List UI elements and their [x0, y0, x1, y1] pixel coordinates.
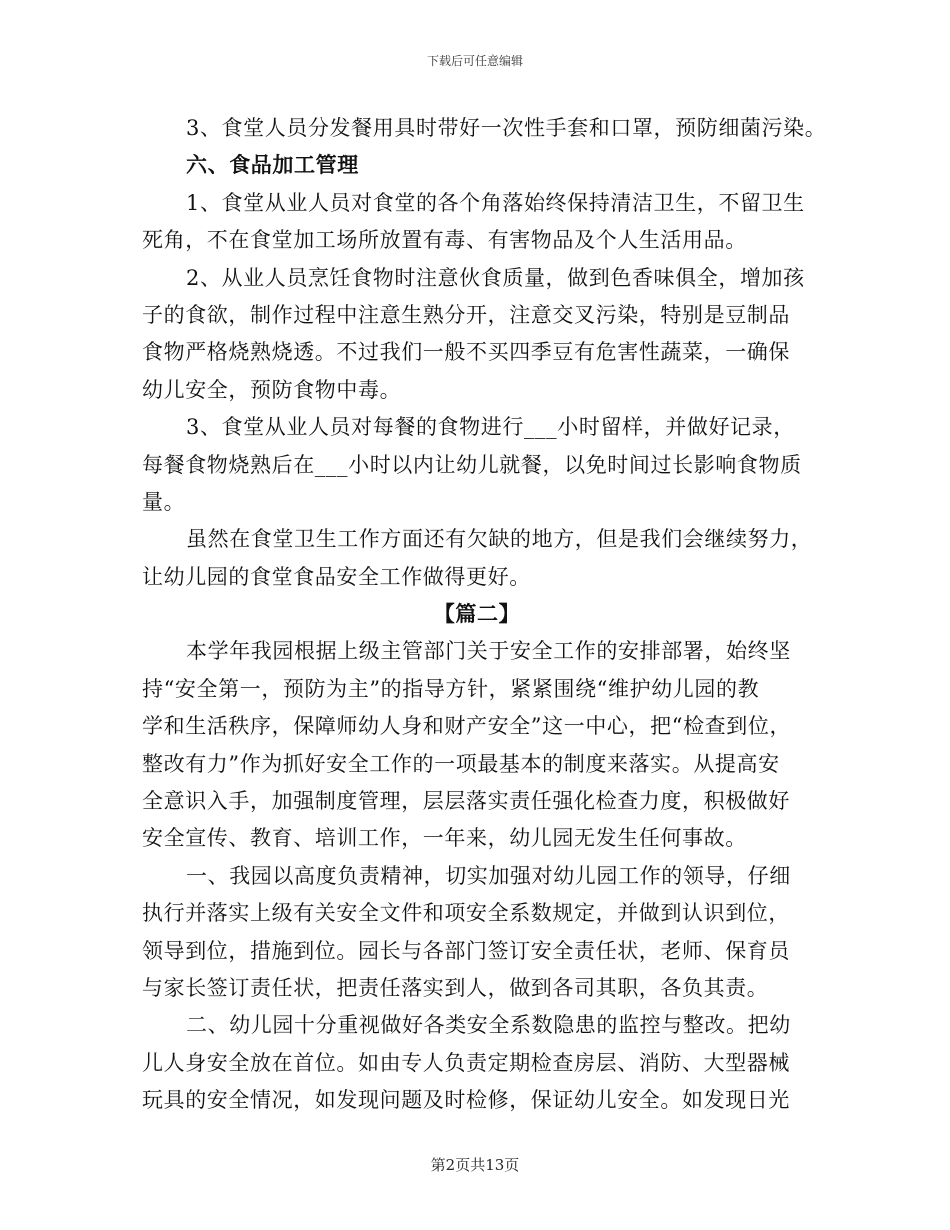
- paragraph-line: 3、食堂人员分发餐用具时带好一次性手套和口罩，预防细菌污染。: [186, 116, 827, 140]
- paragraph-line: 玩具的安全情况，如发现问题及时检修，保证幼儿安全。如发现日光: [142, 1088, 790, 1113]
- paragraph-line: 食物严格烧熟烧透。不过我们一般不买四季豆有危害性蔬菜，一确保: [142, 340, 790, 365]
- paragraph-line: 让幼儿园的食堂食品安全工作做得更好。: [142, 564, 531, 589]
- paragraph-line: 学和生活秩序，保障师幼人身和财产安全”这一中心，把“检查到位，: [142, 714, 792, 739]
- paragraph-line: 全意识入手，加强制度管理，层层落实责任强化检查力度，积极做好: [142, 789, 790, 814]
- paragraph-line: 本学年我园根据上级主管部门关于安全工作的安排部署，始终坚: [186, 639, 791, 664]
- paragraph-line: 领导到位，措施到位。园长与各部门签订安全责任状，老师、保育员: [142, 938, 790, 963]
- paragraph-line: 安全宣传、教育、培训工作，一年来，幼儿园无发生任何事故。: [142, 826, 747, 851]
- paragraph-line: 幼儿安全，预防食物中毒。: [142, 377, 402, 402]
- part-heading: 【篇二】: [433, 602, 521, 627]
- paragraph-line: 二、幼儿园十分重视做好各类安全系数隐患的监控与整改。把幼: [186, 1013, 791, 1038]
- paragraph-line: 整改有力”作为抓好安全工作的一项最基本的制度来落实。从提高安: [142, 751, 780, 776]
- paragraph-line: 持“安全第一，预防为主”的指导方针，紧紧围绕“维护幼儿园的教: [142, 676, 760, 701]
- paragraph-line: 每餐食物烧熟后在___小时以内让幼儿就餐，以免时间过长影响食物质: [142, 452, 802, 477]
- header-note: 下载后可任意编辑: [426, 54, 523, 68]
- paragraph-line: 与家长签订责任状，把责任落实到人，做到各司其职，各负其责。: [142, 975, 769, 1000]
- paragraph-line: 量。: [142, 489, 186, 514]
- paragraph-line: 虽然在食堂卫生工作方面还有欠缺的地方，但是我们会继续努力，: [186, 527, 813, 552]
- page-number: 第2页共13页: [430, 1156, 520, 1174]
- document-body: [142, 110, 827, 1120]
- paragraph-line: 一、我园以高度负责精神，切实加强对幼儿园工作的领导，仔细: [186, 863, 791, 888]
- paragraph-line: 2、从业人员烹饪食物时注意伙食质量，做到色香味俱全，增加孩: [186, 265, 805, 290]
- paragraph-line: 执行并落实上级有关安全文件和项安全系数规定，并做到认识到位，: [142, 901, 790, 926]
- section-heading: 六、食品加工管理: [186, 153, 359, 178]
- paragraph-line: 子的食欲，制作过程中注意生熟分开，注意交叉污染，特别是豆制品: [142, 302, 790, 327]
- paragraph-line: 死角，不在食堂加工场所放置有毒、有害物品及个人生活用品。: [142, 228, 747, 253]
- paragraph-line: 儿人身安全放在首位。如由专人负责定期检查房层、消防、大型器械: [142, 1050, 790, 1075]
- paragraph-line: 1、食堂从业人员对食堂的各个角落始终保持清洁卫生，不留卫生: [186, 190, 805, 215]
- paragraph-line: 3、食堂从业人员对每餐的食物进行___小时留样，并做好记录，: [186, 415, 795, 440]
